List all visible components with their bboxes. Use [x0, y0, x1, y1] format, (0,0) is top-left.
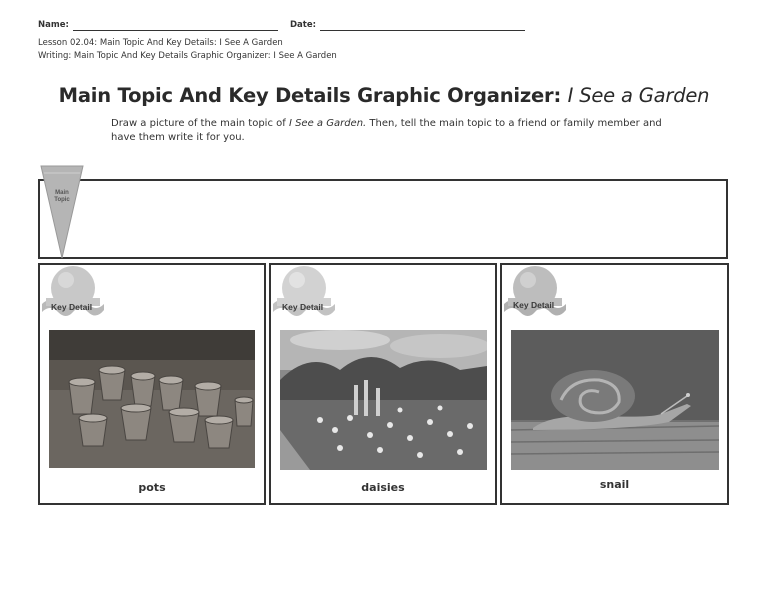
instructions-part2: Then, tell the main topic to a friend or family member and have them write it for you. — [111, 118, 662, 143]
cone-label-line-2: Topic — [54, 196, 70, 203]
key-detail-caption-1: pots — [138, 481, 166, 494]
key-detail-label-1: Key Detail — [51, 302, 93, 312]
ice-cream-scoop-icon — [40, 264, 106, 326]
garden-daisies-photo — [280, 330, 487, 470]
writing-line: Writing: Main Topic And Key Details Graphic Organizer: I See A Garden — [38, 51, 337, 61]
snail-photo — [511, 330, 719, 470]
lesson-line: Lesson 02.04: Main Topic And Key Details: I See A Garden — [38, 38, 283, 48]
name-field[interactable] — [73, 30, 278, 31]
cone-label-line-1: Main — [55, 190, 69, 196]
page-title — [0, 84, 768, 107]
date-field[interactable] — [320, 30, 525, 31]
title-book: I See a Garden — [567, 84, 710, 107]
instructions — [111, 117, 671, 145]
main-topic-label — [48, 190, 76, 203]
ice-cream-scoop-icon — [271, 264, 337, 326]
main-topic-drawing-area[interactable] — [38, 179, 728, 259]
ice-cream-scoop-icon — [502, 264, 568, 326]
key-detail-label-3: Key Detail — [513, 300, 555, 310]
instructions-part1: Draw a picture of the main topic of — [111, 118, 289, 129]
key-detail-caption-2: daisies — [361, 481, 405, 494]
key-detail-caption-3: snail — [599, 478, 630, 491]
key-detail-label-2: Key Detail — [282, 302, 324, 312]
date-label: Date: — [290, 20, 317, 30]
name-label: Name: — [38, 20, 69, 30]
ice-cream-cone-icon — [40, 165, 84, 259]
flower-pots-photo — [49, 330, 255, 468]
title-main: Main Topic And Key Details Graphic Organizer: — [58, 84, 562, 107]
instructions-book: I See a Garden. — [288, 118, 367, 129]
